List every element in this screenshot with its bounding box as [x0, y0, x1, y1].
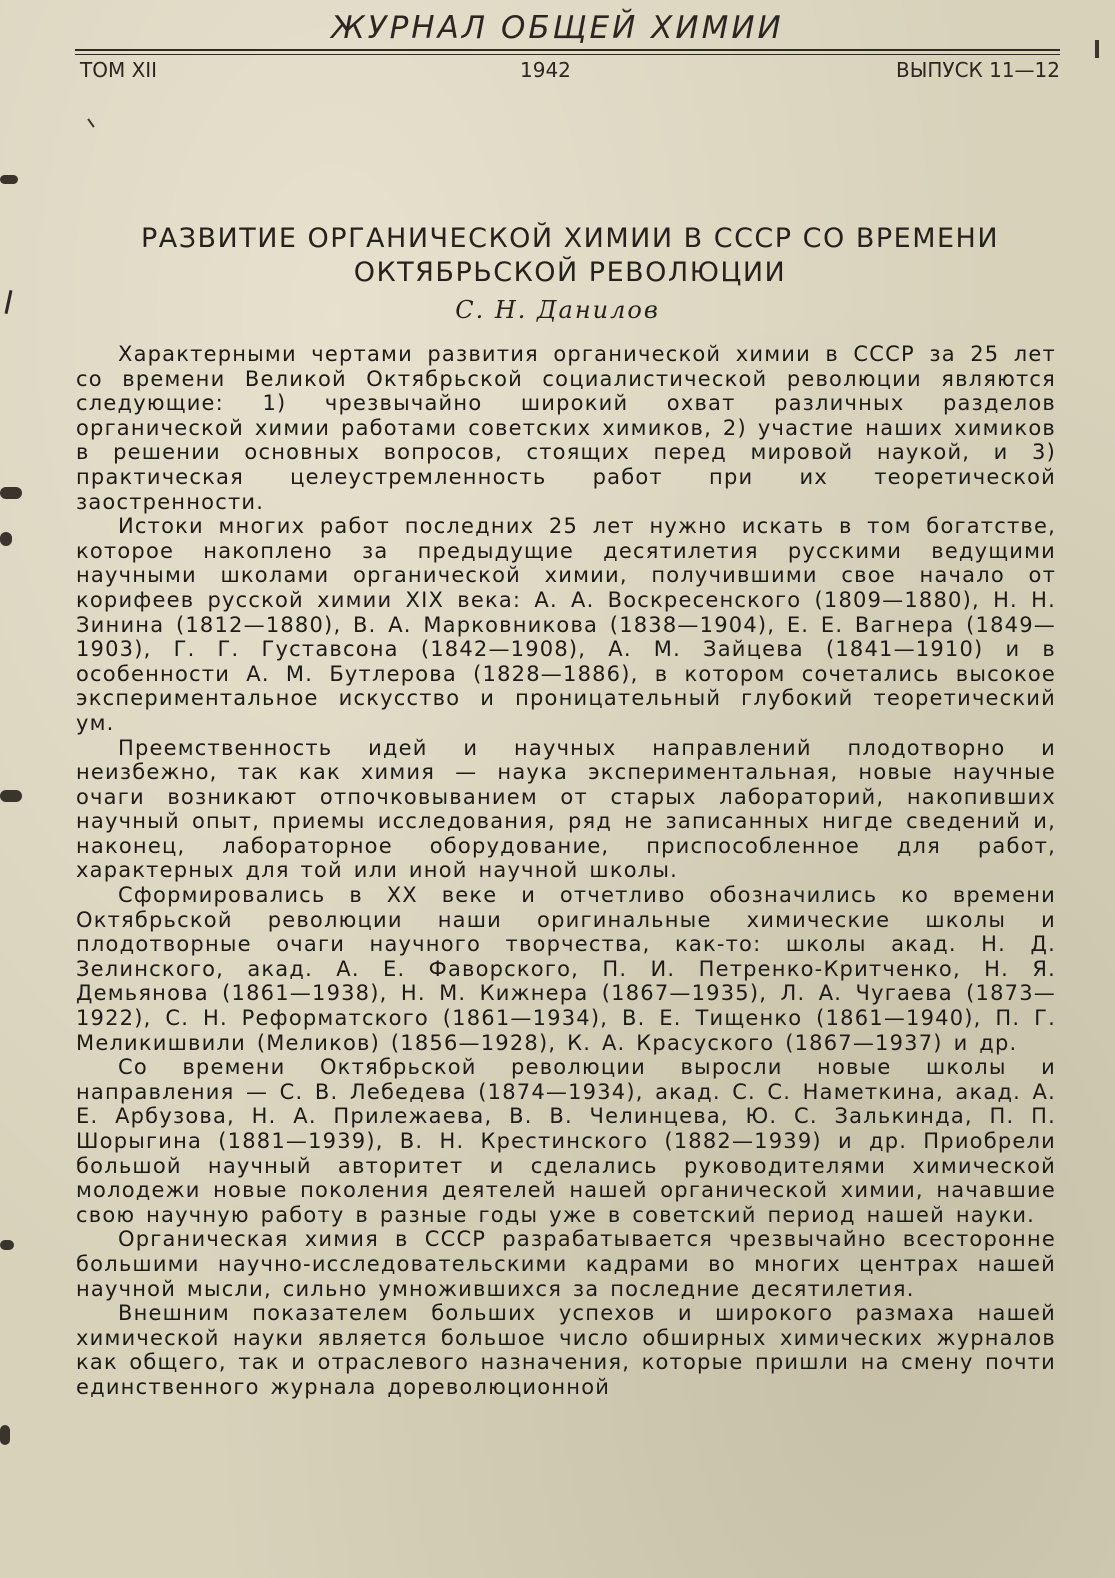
article-title-line: РАЗВИТИЕ ОРГАНИЧЕСКОЙ ХИМИИ В СССР СО ВРЕМЕНИ: [140, 223, 1000, 254]
scan-speck: [1095, 40, 1099, 58]
body-paragraph: Преемственность идей и научных направлений плодотворно и неизбежно, так как химия — наука экспериментальная, новые научные очаги возникают отпочковыванием от старых лабораторий, накопивших научный опыт, приемы исследования, ряд не записанных нигде сведений и, наконец, лабораторное оборудование, приспособленное для работ, характерных для той или иной научной школы.: [76, 735, 1056, 883]
article-title-line: ОКТЯБРЬСКОЙ РЕВОЛЮЦИИ: [353, 257, 787, 288]
body-paragraph: Органическая химия в СССР разрабатывается чрезвычайно всесторонне большими научно-исследовательскими кадрами во многих центрах нашей научной мысли, сильно умножившихся за последние десятилетия.: [76, 1227, 1056, 1301]
binding-hole-mark: [0, 790, 22, 802]
header-rule-thin: [75, 54, 1060, 55]
body-paragraph: Истоки многих работ последних 25 лет нужно искать в том богатстве, которое накоплено за предыдущие десятилетия русскими ведущими научными школами органической химии, получившими свое начало от корифеев русской химии XIX века: А. А. Воскресенского (1809—1880), Н. Н. Зинина (1812—1880), В. А. Марковникова (1838—1904), Е. Е. Вагнера (1849—1903), Г. Г. Густавсона (1842—1908), А. М. Зайцева (1841—1910) и в особенности А. М. Бутлерова (1828—1886), в котором сочетались высокое экспериментальное искусство и проницательный глубокий теоретический ум.: [76, 514, 1056, 735]
issue-number: ВЫПУСК 11—12: [895, 58, 1060, 82]
binding-hole-mark: [0, 487, 22, 499]
header-rule: [75, 49, 1060, 51]
body-paragraph: Внешним показателем больших успехов и широкого размаха нашей химической науки является большое число обширных химических журналов как общего, так и отраслевого назначения, которые пришли на смену почти единственного журнала дореволюционной: [76, 1301, 1056, 1399]
body-paragraph: Со времени Октябрьской революции выросли новые школы и направления — С. В. Лебедева (1874—1934), акад. С. С. Наметкина, акад. А. Е. Арбузова, Н. А. Прилежаева, В. В. Челинцева, Ю. С. Залькинда, П. П. Шорыгина (1881—1939), В. Н. Крестинского (1882—1939) и др. Приобрели большой научный авторитет и сделались руководителями химической молодежи новые поколения деятелей нашей органической химии, начавшие свою научную работу в разные годы уже в советский период нашей науки.: [76, 1055, 1056, 1227]
binding-hole-mark: [0, 1425, 10, 1445]
article-body: [76, 342, 1056, 1400]
binding-hole-mark: [0, 532, 12, 546]
body-paragraph: Характерными чертами развития органической химии в СССР за 25 лет со времени Великой Октябрьской социалистической революции являются следующие: 1) чрезвычайно широкий охват различных разделов органической химии работами советских химиков, 2) участие наших химиков в решении основных вопросов, стоящих перед мировой наукой, и 3) практическая целеустремленность работ при их теоретической заостренности.: [76, 342, 1056, 514]
journal-title: ЖУРНАЛ ОБЩЕЙ ХИМИИ: [331, 10, 784, 46]
binding-hole-mark: [0, 1240, 14, 1250]
scan-speck: [87, 118, 94, 127]
body-paragraph: Сформировались в XX веке и отчетливо обозначились ко времени Октябрьской революции наши оригинальные химические школы и плодотворные очаги научного творчества, как-то: школы акад. Н. Д. Зелинского, акад. А. Е. Фаворского, П. И. Петренко-Критченко, Н. Я. Демьянова (1861—1938), Н. М. Кижнера (1867—1935), Л. А. Чугаева (1873—1922), С. Н. Реформатского (1861—1934), В. Е. Тищенко (1861—1940), П. Г. Меликишвили (Меликов) (1856—1928), К. А. Красуского (1867—1937) и др.: [76, 883, 1056, 1055]
article-title: [60, 222, 1080, 290]
article-author: С. Н. Данилов: [455, 296, 660, 324]
volume-number: ТОМ XII: [80, 58, 158, 82]
publication-year: 1942: [520, 58, 571, 82]
binding-hole-mark: [0, 175, 18, 184]
